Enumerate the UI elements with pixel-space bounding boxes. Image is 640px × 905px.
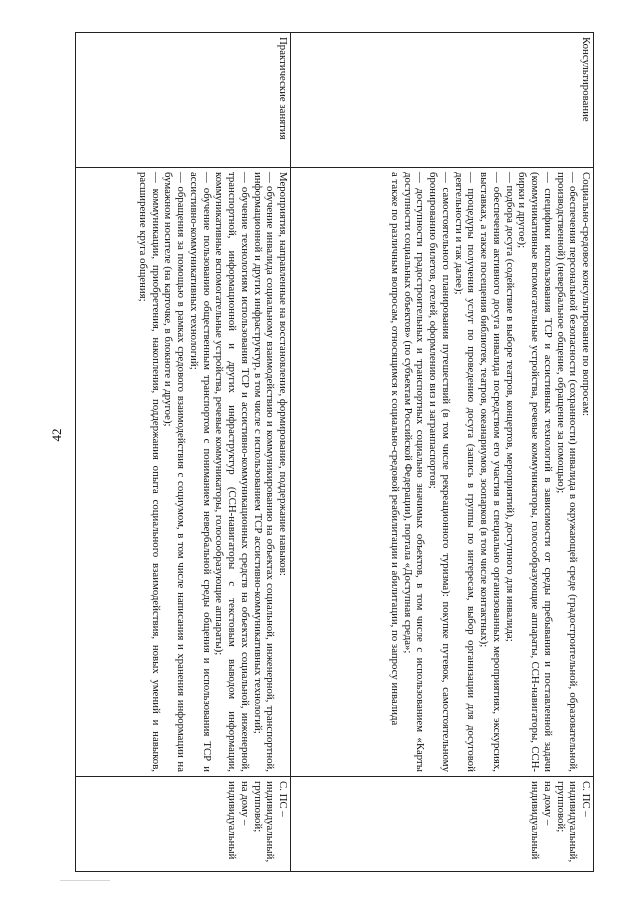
form-line: индивидуальный [226, 781, 239, 860]
list-item: — коммуникации, приобретения, накопления, поддержания опыта социального взаимодействия, новых умений и навыков, расширение круга общения; [136, 172, 162, 772]
service-content-cell [291, 168, 594, 777]
table-row [291, 33, 594, 872]
service-intro: Мероприятия, направленные на восстановление, формирование, поддержание навыков: [277, 172, 289, 576]
table-row [76, 33, 291, 872]
rotated-table-page [66, 32, 594, 872]
form-line: С. ПС – [580, 781, 592, 817]
service-title-cell [291, 33, 594, 168]
list-item: — обучение пользованию общественным транспортом с пониманием невербальной среды общения и использования ТСР и ассистивно-коммуникативных технологий; [187, 172, 213, 772]
form-line: индивидуальный, [264, 781, 277, 863]
list-item: а также по различным вопросам, относящимся к социально-средовой реабилитации и абилитации, по запросу инвалида [388, 172, 401, 726]
page-number: 42 [49, 428, 64, 442]
form-line: индивидуальный [529, 781, 542, 860]
list-item: — доступности градостроительных и транспортных социально значимых объектов, в том числе с использованием «Карты доступности социальных объектов» (по субъектам Российской Федерации), портала «Доступная среда»; [401, 172, 427, 772]
form-line: групповой; [251, 781, 264, 833]
service-intro: Социально-средовое консультирование по вопросам: [580, 172, 592, 417]
list-item: — подбора досуга (содействие в выборе театров, концертов, мероприятий), доступного для инвалида; [503, 172, 516, 642]
service-form-cell [291, 777, 594, 872]
form-line: групповой; [554, 781, 567, 833]
list-item: — обращения за помощью в рамках средового взаимодействия с социумом, в том числе написания и хранения информации на бумажном носителе (на карточке, в блокноте и другое); [162, 172, 188, 772]
list-item: — обучение инвалида социальному взаимодействию и коммуникированию на объектах социальной, инженерной, транспортной, информационной и других инфраструктур, в том числе с использованием ТСР ассистивно-коммуникативных технологий; [251, 172, 277, 772]
service-form-cell [76, 777, 291, 872]
form-line: на дому – [541, 781, 554, 826]
service-title: Практические занятия [277, 37, 289, 140]
list-item: — обеспечения активного досуга инвалида посредством его участия в специально организованных мероприятиях, экскурсиях, выставках, а также посещения библиотек, театров, океанариумов, зоопарков (в том числе контактных); [478, 172, 503, 772]
scan-artifact-line [60, 880, 110, 887]
form-line: на дому – [238, 781, 251, 826]
list-item: — обеспечения персональной безопасности (сохранности) инвалида в окружающей среде (градостроительной, образовательной, производственной) (невербальное общение, обращение за помощью); [554, 172, 580, 772]
list-item: — самостоятельного планирования путешествий (в том числе рекреационного туризма): покупке путевок, самостоятельному бронированию билетов, отелей, оформлению виз и загранпаспортов; [427, 172, 452, 772]
service-content-cell [76, 168, 291, 777]
service-title: Консультирование [580, 37, 592, 122]
services-table [75, 32, 594, 872]
list-item: — процедуры получения услуг по проведению досуга (запись в группы по интересам, выбор организации для досуговой деятельности и так далее); [452, 172, 478, 772]
list-item: — обучение технологиям использования ТСР и ассистивно-коммуникационных средств на объектах социальной, инженерной, транспортной, информационной и других инфраструктур (ССН-навигаторы с текстовым выводом информации, коммуникативные вспомогательные устройства, речевые коммуникаторы, голосообразующие аппараты); [213, 172, 251, 772]
service-title-cell [76, 33, 291, 168]
form-line: индивидуальный, [567, 781, 580, 863]
list-item: — специфики использования ТСР и ассистивных технологий в зависимости от среды пребывания и поставленной задачи (коммуникативные вспомогательные устройства, речевые коммуникаторы, голосообразующие аппараты, ССН-навигаторы, ССН-бирки и другое); [516, 172, 554, 772]
form-line: С. ПС – [277, 781, 289, 817]
